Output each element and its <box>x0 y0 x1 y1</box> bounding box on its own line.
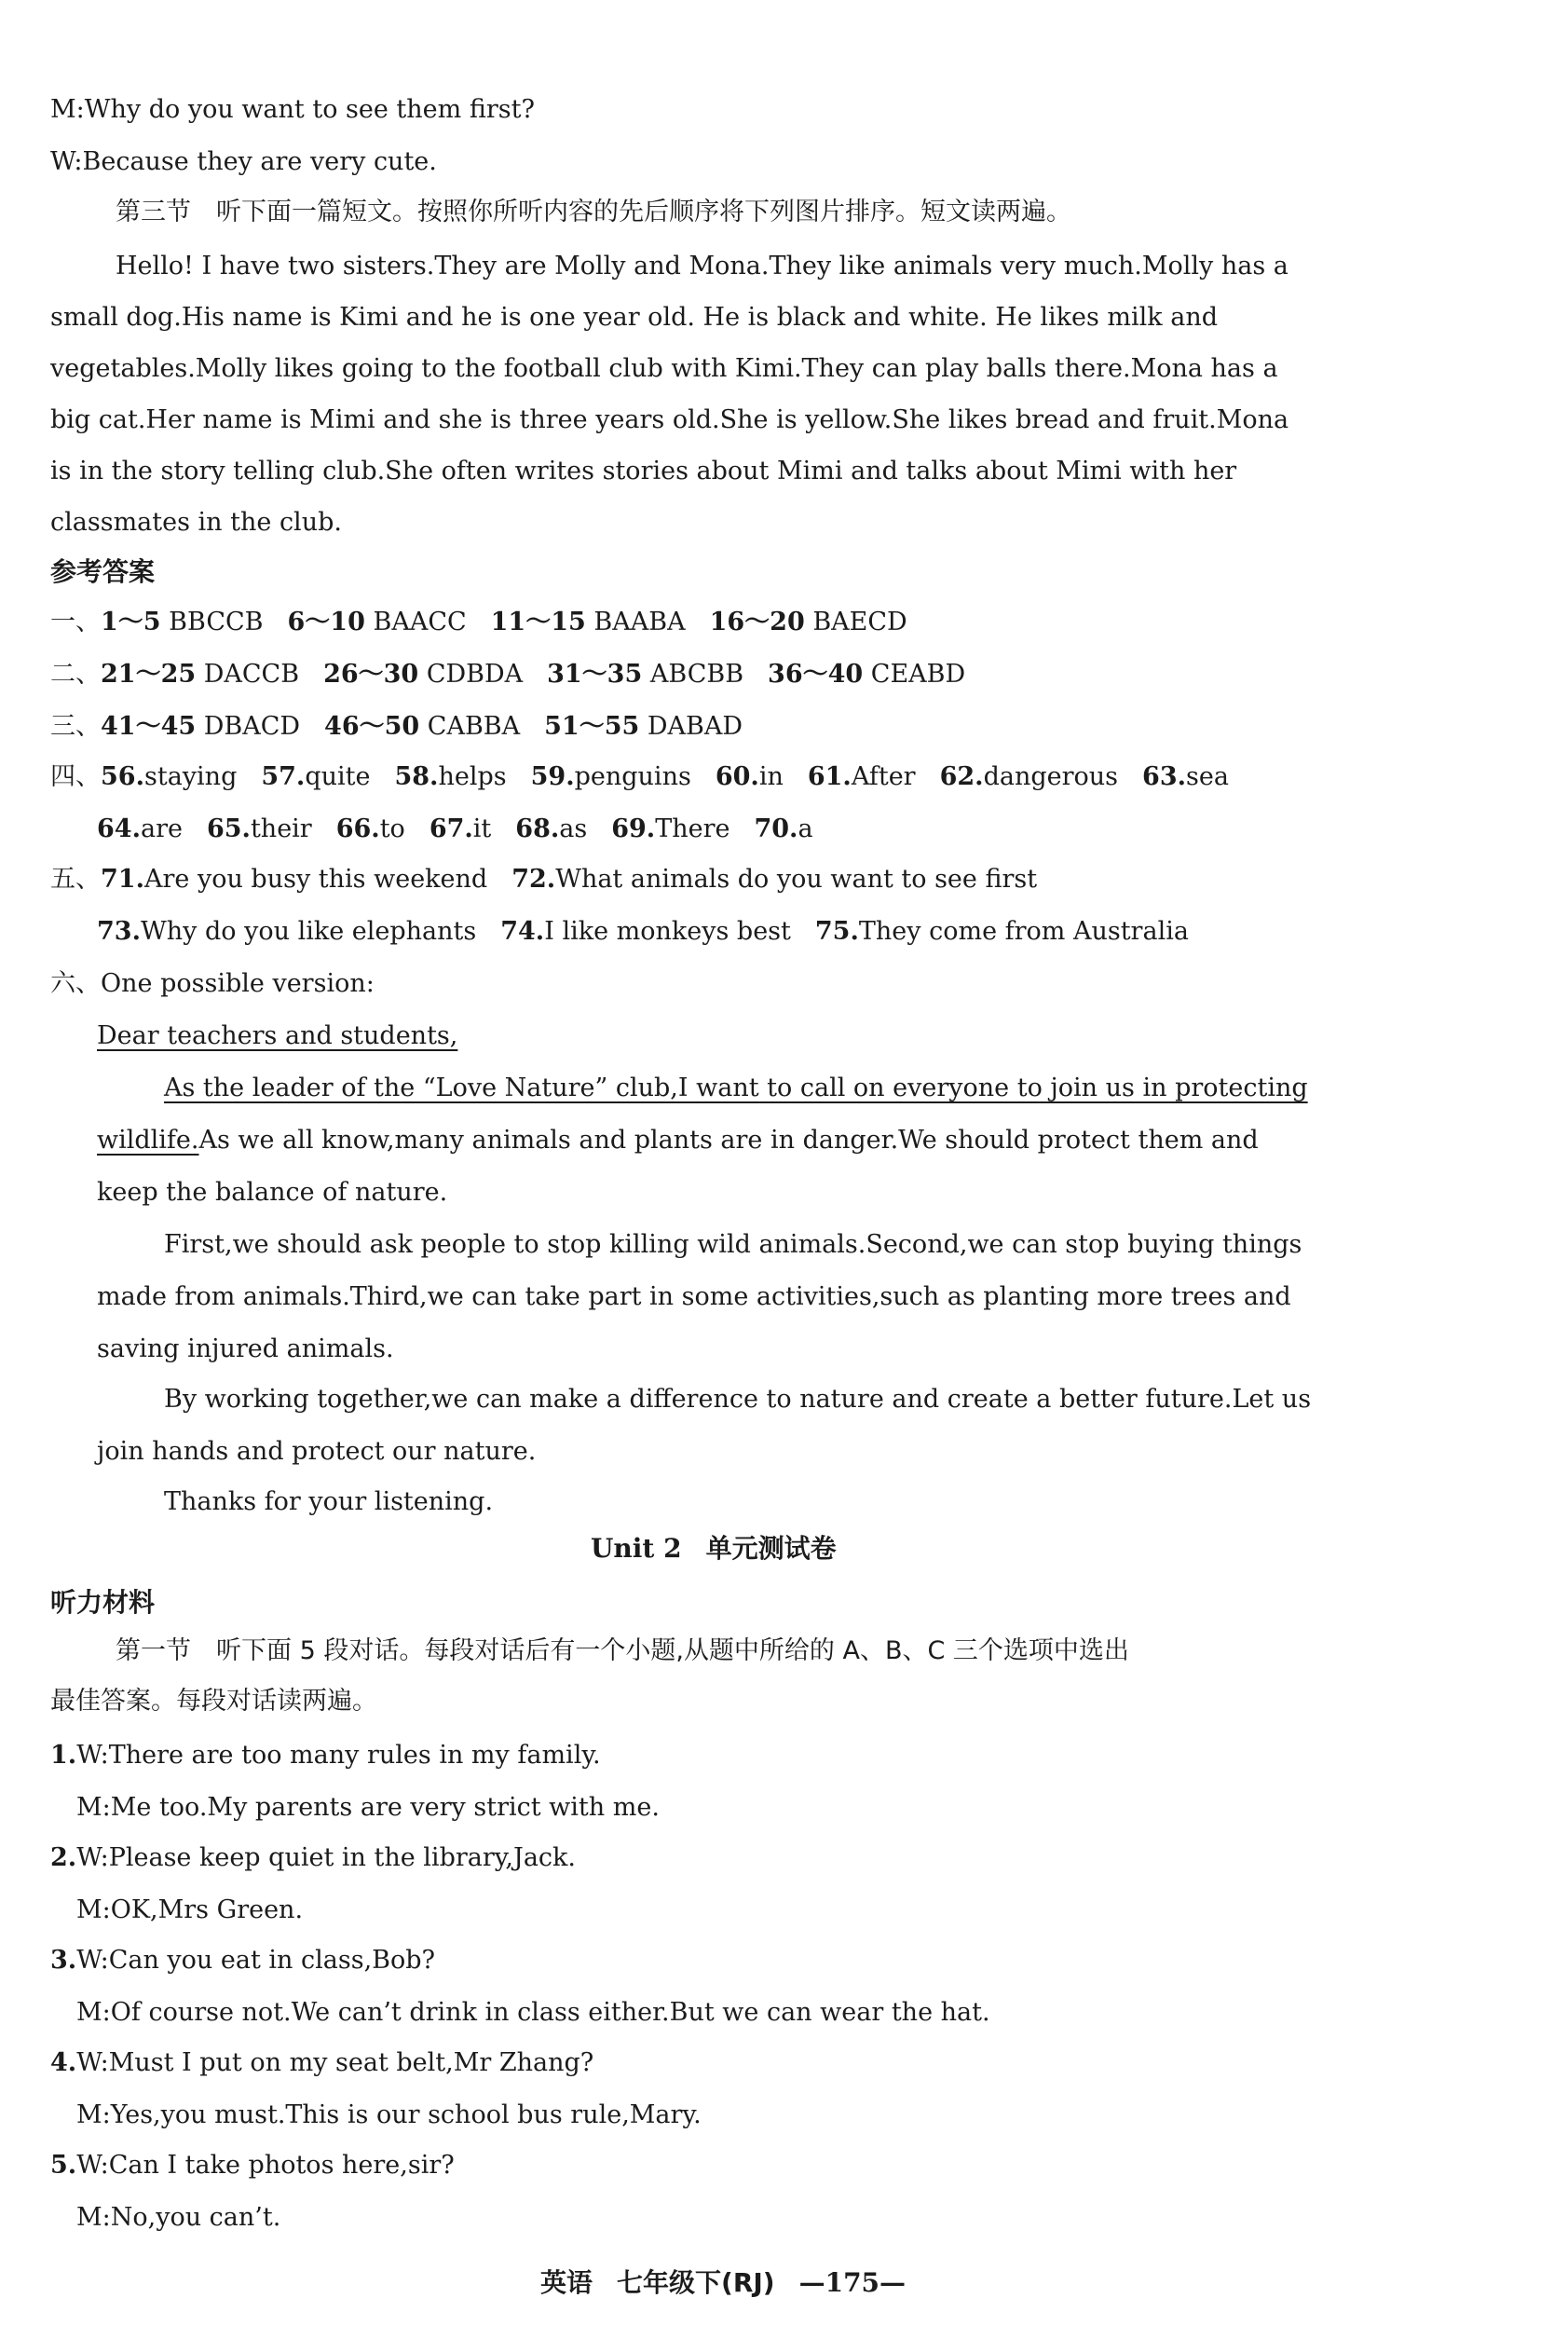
answer-range: 51～55 <box>544 712 640 741</box>
question-number: 72. <box>511 865 556 894</box>
dialogue-w <box>50 1948 435 1973</box>
dialogue-w <box>50 2153 455 2178</box>
answer-value: it <box>472 814 492 843</box>
dialogue-line: M:Why do you want to see them first? <box>50 95 535 124</box>
section-instruction: 第三节 听下面一篇短文。按照你所听内容的先后顺序将下列图片排序。短文读两遍。 <box>116 198 1071 226</box>
answer-row-part6 <box>50 971 375 996</box>
footer-subject: 英语 <box>540 2267 593 2298</box>
dialogue-w <box>50 1845 576 1870</box>
question-number: 4. <box>50 2048 77 2077</box>
question-number: 74. <box>500 917 545 946</box>
answer-value: dangerous <box>983 762 1119 791</box>
answer-value: penguins <box>574 762 691 791</box>
passage-line: big cat.Her name is Mimi and she is three years old.She is yellow.She likes bread and fruit.Mona <box>50 405 1289 434</box>
part-prefix: 四、 <box>50 762 101 791</box>
essay-text: As we all know,many animals and plants are in danger.We should protect them and <box>198 1126 1259 1155</box>
essay-line: First,we should ask people to stop killing wild animals.Second,we can stop buying things <box>164 1230 1302 1259</box>
unit-number: Unit 2 <box>591 1533 682 1564</box>
answer-value: are <box>140 814 183 843</box>
answer-range: 41～45 <box>101 712 197 741</box>
answer-value: as <box>559 814 588 843</box>
question-number: 61. <box>807 762 852 791</box>
question-number: 1. <box>50 1741 77 1770</box>
page-footer <box>540 2267 907 2298</box>
answer-range: 21～25 <box>101 660 197 689</box>
part-prefix: 三、 <box>50 712 101 741</box>
question-number: 5. <box>50 2151 77 2180</box>
answer-value: There <box>655 814 730 843</box>
answer-value: staying <box>143 762 238 791</box>
answer-range: 36～40 <box>768 660 864 689</box>
question-number: 58. <box>394 762 439 791</box>
answer-value: sea <box>1186 762 1229 791</box>
essay-greeting: Dear teachers and students, <box>97 1021 458 1050</box>
answer-row-part5b <box>97 919 1189 944</box>
answer-value: Are you busy this weekend <box>143 865 488 894</box>
question-number: 63. <box>1142 762 1187 791</box>
answer-value: their <box>250 814 312 843</box>
answer-row-part3 <box>50 714 743 739</box>
passage-line: small dog.His name is Kimi and he is one year old. He is black and white. He likes milk and <box>50 303 1219 332</box>
answer-range: 1～5 <box>101 608 161 636</box>
answer-row-part2 <box>50 662 965 687</box>
question-number: 3. <box>50 1946 77 1975</box>
essay-line: keep the balance of nature. <box>97 1178 448 1207</box>
question-number: 60. <box>715 762 759 791</box>
dialogue-m: M:Me too.My parents are very strict with me. <box>76 1793 660 1822</box>
dialogue-m: M:Of course not.We can’t drink in class either.But we can wear the hat. <box>76 1998 990 2027</box>
essay-line <box>97 1128 1259 1153</box>
question-number: 75. <box>814 917 859 946</box>
question-number: 59. <box>530 762 575 791</box>
dialogue-text: W:There are too many rules in my family. <box>76 1741 601 1770</box>
essay-line: As the leader of the “Love Nature” club,I want to call on everyone to join us in protecting <box>164 1074 1308 1102</box>
question-number: 69. <box>611 814 656 843</box>
question-number: 64. <box>97 814 141 843</box>
answer-value: CDBDA <box>426 660 524 689</box>
answer-range: 46～50 <box>324 712 420 741</box>
answer-value: BAACC <box>373 608 467 636</box>
essay-underlined: wildlife. <box>97 1126 199 1155</box>
answer-value: DABAD <box>647 712 743 741</box>
part-prefix: 二、 <box>50 660 101 689</box>
question-number: 68. <box>515 814 560 843</box>
part-prefix: 五、 <box>50 865 101 894</box>
answer-value: BAABA <box>593 608 686 636</box>
answer-value: CABBA <box>427 712 521 741</box>
essay-line: join hands and protect our nature. <box>97 1437 537 1466</box>
answer-value: I like monkeys best <box>544 917 791 946</box>
listening-heading: 听力材料 <box>50 1587 156 1618</box>
answer-row-part1 <box>50 609 907 635</box>
question-number: 56. <box>101 762 144 791</box>
unit-title-cn: 单元测试卷 <box>705 1533 837 1564</box>
answer-range: 11～15 <box>490 608 586 636</box>
part-prefix: 六、 <box>50 969 101 998</box>
question-number: 67. <box>429 814 473 843</box>
answer-range: 31～35 <box>547 660 643 689</box>
dialogue-text: W:Please keep quiet in the library,Jack. <box>76 1843 576 1872</box>
answer-value: What animals do you want to see first <box>555 865 1038 894</box>
dialogue-text: W:Can you eat in class,Bob? <box>76 1946 436 1975</box>
passage-line: Hello! I have two sisters.They are Molly and Mona.They like animals very much.Molly has a <box>116 252 1288 280</box>
part6-label: One possible version: <box>101 969 375 998</box>
dialogue-m: M:No,you can’t. <box>76 2203 281 2232</box>
answer-value: helps <box>438 762 507 791</box>
dialogue-m: M:OK,Mrs Green. <box>76 1895 304 1924</box>
question-number: 70. <box>754 814 798 843</box>
answer-value: in <box>758 762 784 791</box>
question-number: 57. <box>261 762 306 791</box>
footer-grade: 七年级下(RJ) <box>617 2267 775 2298</box>
question-number: 65. <box>206 814 251 843</box>
answer-value: to <box>379 814 405 843</box>
answer-range: 26～30 <box>323 660 419 689</box>
answer-value: CEABD <box>870 660 966 689</box>
page-number: —175— <box>798 2267 907 2298</box>
answer-value: They come from Australia <box>858 917 1189 946</box>
answer-value: a <box>798 814 813 843</box>
passage-line: is in the story telling club.She often writes stories about Mimi and talks about Mimi with her <box>50 457 1237 486</box>
section-instruction: 第一节 听下面 5 段对话。每段对话后有一个小题,从题中所给的 A、B、C 三个选项中选出 <box>116 1636 1129 1665</box>
dialogue-w <box>50 2050 593 2075</box>
essay-line: By working together,we can make a difference to nature and create a better future.Let us <box>164 1385 1312 1414</box>
dialogue-line: W:Because they are very cute. <box>50 147 437 176</box>
answer-row-part5 <box>50 867 1037 892</box>
dialogue-text: W:Must I put on my seat belt,Mr Zhang? <box>76 2048 594 2077</box>
answer-value: Why do you like elephants <box>140 917 477 946</box>
answer-row-part4b <box>97 816 813 841</box>
dialogue-w <box>50 1743 601 1768</box>
answer-value: quite <box>305 762 371 791</box>
question-number: 62. <box>939 762 984 791</box>
section-instruction: 最佳答案。每段对话读两遍。 <box>50 1687 377 1716</box>
unit-title <box>591 1533 837 1564</box>
essay-closing: Thanks for your listening. <box>164 1487 494 1516</box>
answer-value: BAECD <box>812 608 907 636</box>
answer-value: DACCB <box>203 660 300 689</box>
question-number: 73. <box>97 917 141 946</box>
passage-line: vegetables.Molly likes going to the football club with Kimi.They can play balls there.Mona has a <box>50 354 1278 383</box>
dialogue-text: W:Can I take photos here,sir? <box>76 2151 455 2180</box>
question-number: 71. <box>101 865 144 894</box>
answer-value: DBACD <box>203 712 301 741</box>
passage-line: classmates in the club. <box>50 508 342 537</box>
part-prefix: 一、 <box>50 608 101 636</box>
answer-value: After <box>851 762 916 791</box>
answer-range: 6～10 <box>287 608 365 636</box>
essay-line: saving injured animals. <box>97 1334 394 1363</box>
answer-range: 16～20 <box>709 608 805 636</box>
dialogue-m: M:Yes,you must.This is our school bus rule,Mary. <box>76 2100 702 2129</box>
answer-row-part4 <box>50 764 1229 789</box>
question-number: 2. <box>50 1843 77 1872</box>
answer-value: ABCBB <box>649 660 744 689</box>
answer-value: BBCCB <box>169 608 264 636</box>
answers-heading: 参考答案 <box>50 556 156 587</box>
question-number: 66. <box>335 814 380 843</box>
essay-line: made from animals.Third,we can take part in some activities,such as planting more trees and <box>97 1282 1291 1311</box>
